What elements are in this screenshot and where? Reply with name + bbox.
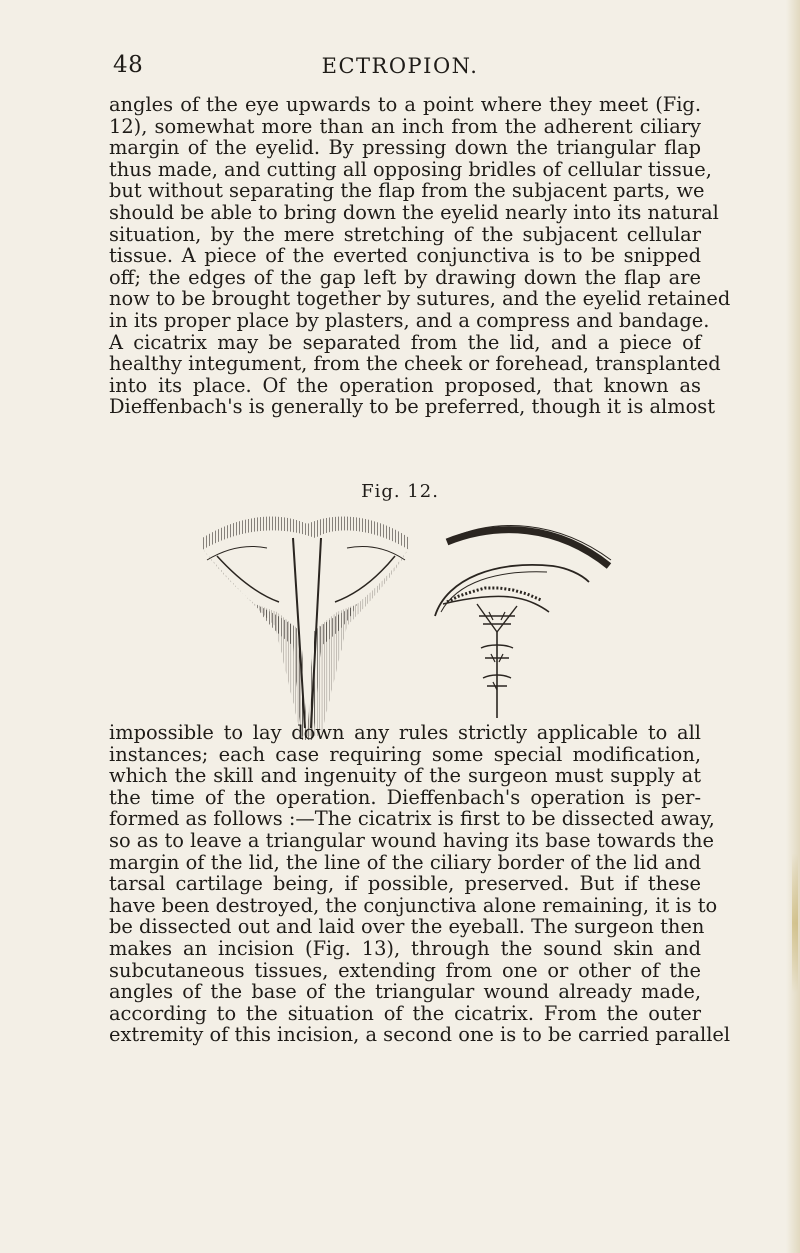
text-line: angles of the eye upwards to a point where they meet (Fig. (109, 93, 701, 116)
text-line: formed as follows :—The cicatrix is first to be dissected away, (109, 807, 715, 831)
right-eye-drawing (435, 526, 611, 718)
text-line: Dieffenbach's is generally to be preferred, though it is almost (109, 395, 716, 419)
text-line: into its place. Of the operation proposed, that known as (109, 373, 701, 397)
eyelid-operation-illustration (197, 508, 617, 748)
page-edge-stain (792, 853, 798, 993)
text-line: which the skill and ingenuity of the surgeon must supply at (109, 764, 701, 788)
text-line: makes an incision (Fig. 13), through the sound skin and (109, 936, 701, 960)
text-line: tarsal cartilage being, if possible, preserved. But if these (109, 872, 701, 896)
running-title: ECTROPION. (321, 54, 479, 78)
paragraph-bottom (109, 721, 731, 1047)
text-line: impossible to lay down any rules strictly applicable to all (109, 721, 701, 744)
text-line: according to the situation of the cicatrix. From the outer (109, 1001, 701, 1025)
text-line: the time of the operation. Dieffenbach's operation is per- (109, 785, 701, 809)
text-line: subcutaneous tissues, extending from one or other of the (109, 958, 701, 982)
text-line: margin of the lid, the line of the ciliary border of the lid and (109, 850, 701, 874)
text-line: 12), somewhat more than an inch from the adherent ciliary (109, 114, 701, 138)
text-line: A cicatrix may be separated from the lid, and a piece of (109, 330, 701, 354)
text-line: should be able to bring down the eyelid nearly into its natural (109, 200, 719, 224)
text-line: have been destroyed, the conjunctiva alone remaining, it is to (109, 893, 718, 917)
text-line: healthy integument, from the cheek or forehead, transplanted (109, 352, 721, 376)
page-edge-shadow (786, 0, 800, 1253)
text-line: instances; each case requiring some special modification, (109, 742, 701, 766)
text-line: thus made, and cutting all opposing bridles of cellular tissue, (109, 157, 712, 181)
text-line: now to be brought together by sutures, and the eyelid retained (109, 287, 731, 311)
text-line: be dissected out and laid over the eyeball. The surgeon then (109, 915, 705, 939)
text-line: angles of the base of the triangular wound already made, (109, 980, 701, 1004)
text-line: so as to leave a triangular wound having its base towards the (109, 828, 715, 852)
text-line: off; the edges of the gap left by drawing down the flap are (109, 265, 701, 289)
text-line: extremity of this incision, a second one is to be carried parallel (109, 1023, 731, 1047)
text-line: margin of the eyelid. By pressing down the triangular flap (109, 136, 701, 160)
text-line: in its proper place by plasters, and a compress and bandage. (109, 308, 710, 332)
text-line: tissue. A piece of the everted conjunctiva is to be snipped (109, 244, 701, 268)
text-line: but without separating the flap from the subjacent parts, we (109, 179, 705, 203)
page-number: 48 (113, 52, 144, 78)
left-eye-drawing (202, 516, 409, 740)
figure-label: Fig. 12. (361, 481, 439, 502)
paragraph-top (109, 93, 731, 419)
text-line: situation, by the mere stretching of the subjacent cellular (109, 222, 701, 246)
